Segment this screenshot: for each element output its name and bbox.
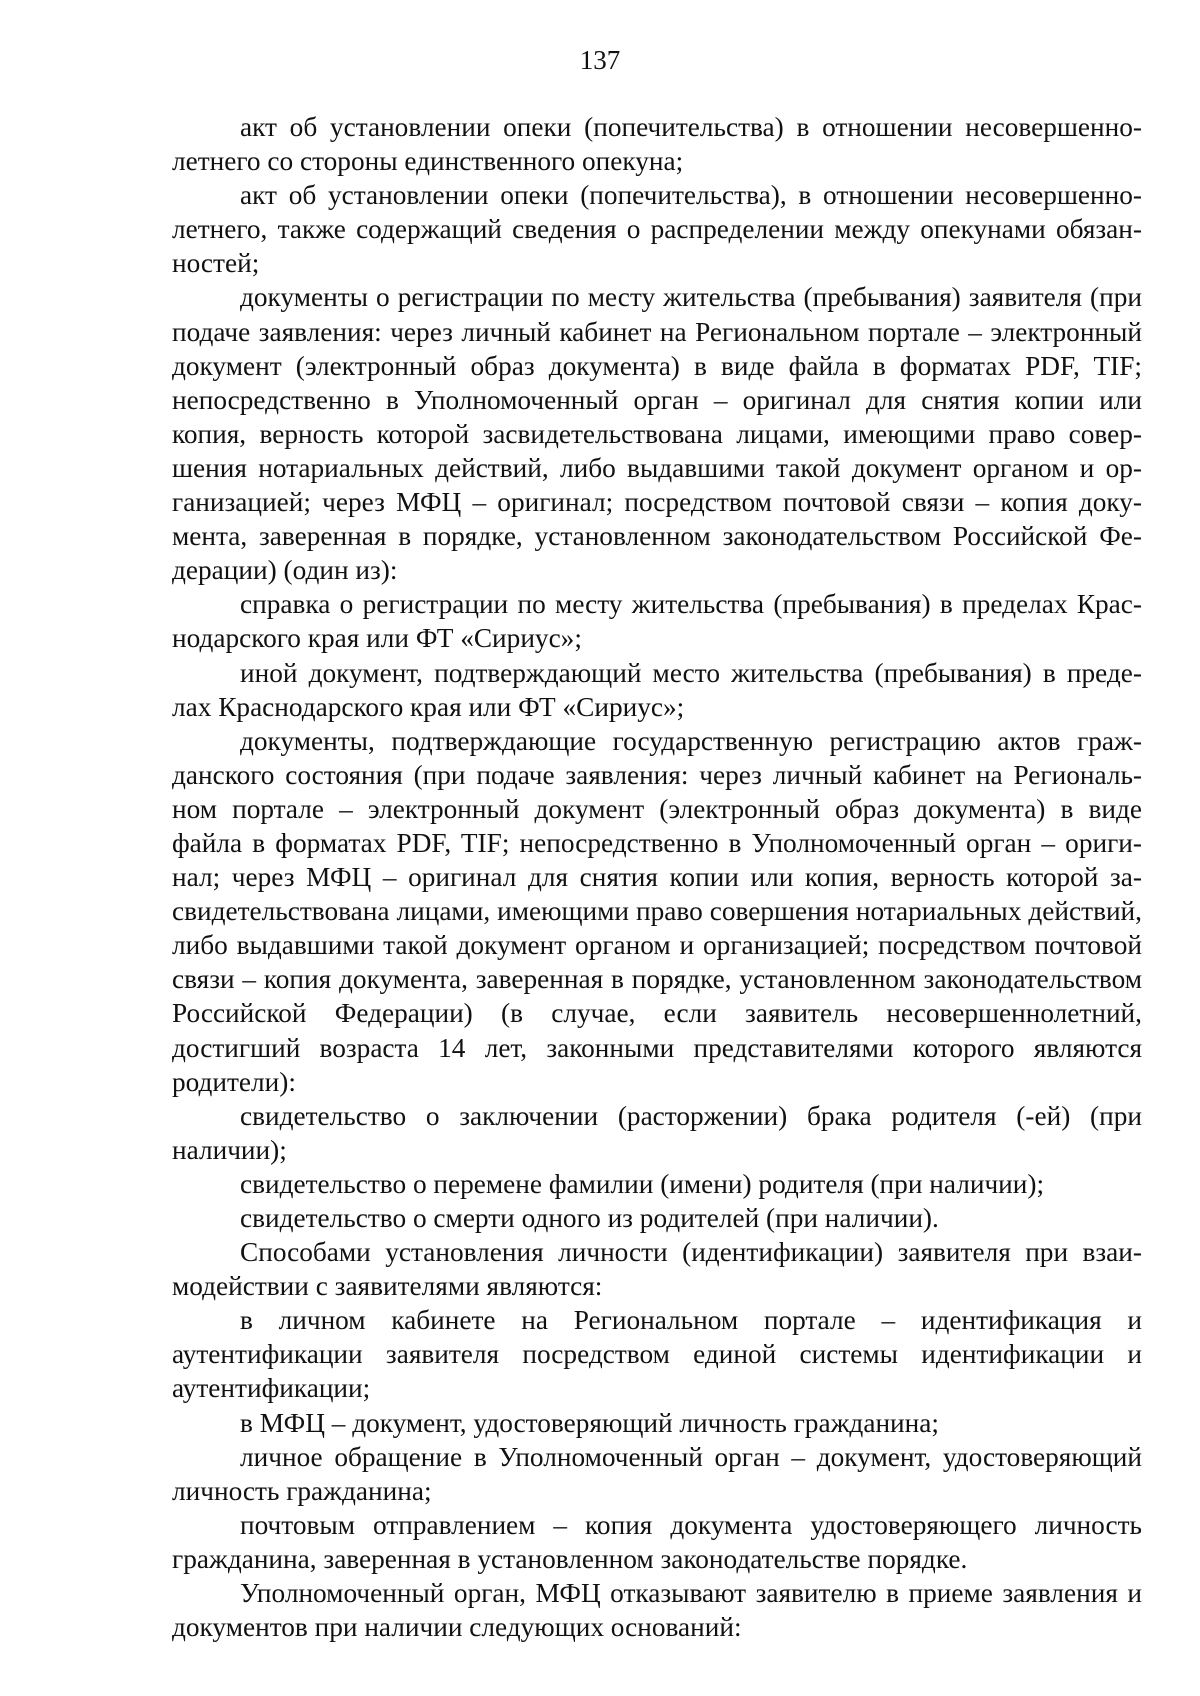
- page-number: 137: [579, 45, 621, 75]
- paragraph-2: акт об установлении опеки (попечительства), в отношении несовершеннолетнего, также содержащий сведения о распределении между опекунами обязанностей;: [172, 180, 1142, 279]
- paragraph-10: Способами установления личности (идентификации) заявителя при взаимодействии с заявителями являются:: [172, 1237, 1142, 1302]
- paragraph-8: свидетельство о перемене фамилии (имени) родителя (при наличии);: [240, 1168, 1045, 1199]
- paragraph-4: справка о регистрации по месту жительства (пребывания) в пределах Краснодарского края или ФТ «Сириус»;: [172, 589, 1142, 654]
- paragraph-15: Уполномоченный орган, МФЦ отказывают заявителю в приеме заявления и документов при наличии следующих оснований:: [172, 1578, 1142, 1643]
- paragraph-11: в личном кабинете на Региональном портале – идентификация и аутентификации заявителя посредством единой системы идентификации и аутентификации;: [172, 1305, 1142, 1404]
- paragraph-13: личное обращение в Уполномоченный орган – документ, удостоверяющий личность гражданина;: [172, 1441, 1142, 1506]
- paragraph-1: акт об установлении опеки (попечительства) в отношении несовершеннолетнего со стороны единственного опекуна;: [172, 112, 1142, 177]
- body-text: [172, 110, 1142, 1644]
- paragraph-3: документы о регистрации по месту жительства (пребывания) заявителя (при подаче заявления: через личный кабинет на Региональном портале – электронный документ (электронный образ документа) в виде файла в форматах PDF, TIF; непосредственно в Уполномоченный орган – оригинал для снятия копии или копия, верность которой засвидетельствована лицами, имеющими право совершения нотариальных действий, либо выдавшими такой документ органом и организацией; через МФЦ – оригинал; посредством почтовой связи – копия документа, заверенная в порядке, установленном законодательством Российской Федерации) (один из):: [172, 282, 1142, 586]
- paragraph-6: документы, подтверждающие государственную регистрацию актов гражданского состояния (при подаче заявления: через личный кабинет на Региональном портале – электронный документ (электронный образ документа) в виде файла в форматах PDF, TIF; непосредственно в Уполномоченный орган – оригинал; через МФЦ – оригинал для снятия копии или копия, верность которой засвидетельствована лицами, имеющими право совершения нотариальных действий, либо выдавшими такой документ органом и организацией; посредством почтовой связи – копия документа, заверенная в порядке, установленном законодательством Российской Федерации) (в случае, если заявитель несовершеннолетний, достигший возраста 14 лет, законными представителями которого являются родители):: [172, 725, 1142, 1097]
- paragraph-5: иной документ, подтверждающий место жительства (пребывания) в пределах Краснодарского края или ФТ «Сириус»;: [172, 657, 1142, 722]
- paragraph-14: почтовым отправлением – копия документа удостоверяющего личность гражданина, заверенная в установленном законодательстве порядке.: [172, 1509, 1142, 1574]
- paragraph-12: в МФЦ – документ, удостоверяющий личность гражданина;: [240, 1407, 939, 1438]
- paragraph-9: свидетельство о смерти одного из родителей (при наличии).: [240, 1203, 939, 1233]
- paragraph-7: свидетельство о заключении (расторжении) брака родителя (-ей) (при наличии);: [172, 1100, 1142, 1165]
